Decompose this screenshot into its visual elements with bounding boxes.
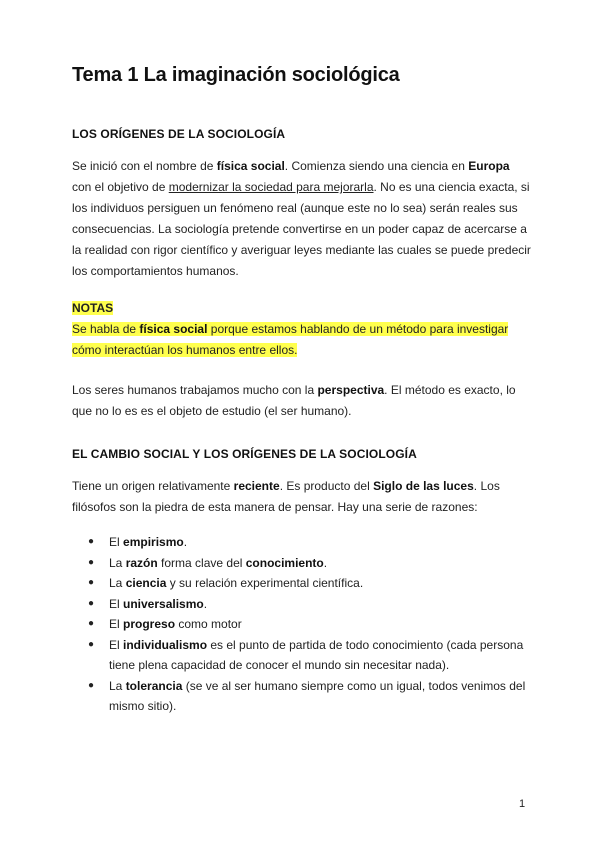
bullet-icon: ●	[88, 556, 95, 568]
bullet-icon: ●	[88, 679, 95, 691]
notes-line-2: cómo interactúan los humanos entre ellos.	[72, 343, 298, 357]
underlined-phrase: modernizar la sociedad para mejorarla	[168, 180, 374, 194]
bold-europa: Europa	[468, 159, 510, 173]
notes-block	[72, 298, 532, 361]
notes-title: NOTAS	[72, 301, 114, 315]
paragraph-origenes: Se inició con el nombre de física social. Comienza siendo una ciencia en Europa con el objetivo de modernizar la sociedad para mejorarla. No es una ciencia exacta, si los individuos persiguen un fenómeno real (aunque este no lo sea) serán reales sus consecuencias. La sociología pretende convertirse en un poder capaz de acercarse a la realidad con rigor científico y averiguar leyes mediante las cuales se puede predecir los comportamientos humanos.	[72, 159, 531, 278]
page-content	[72, 64, 532, 717]
bullet-icon: ●	[88, 577, 95, 588]
list-item: ● La ciencia y su relación experimental científica.	[72, 573, 532, 594]
section-heading-cambio-social: EL CAMBIO SOCIAL Y LOS ORÍGENES DE LA SOCIOLOGÍA	[72, 447, 417, 461]
bold-perspectiva: perspectiva	[317, 383, 385, 397]
list-item: ● El universalismo.	[72, 594, 532, 615]
bold-siglo-luces: Siglo de las luces	[373, 479, 474, 493]
list-item: ● La tolerancia (se ve al ser humano siempre como un igual, todos venimos del mismo sitio).	[72, 676, 532, 717]
bullet-icon: ●	[88, 536, 95, 547]
bold-fisica-social: física social	[216, 159, 285, 173]
page-title: Tema 1 La imaginación sociológica	[72, 64, 400, 86]
notes-line-1: Se habla de física social porque estamos hablando de un método para investigar	[72, 322, 509, 336]
section-heading-origenes: LOS ORÍGENES DE LA SOCIOLOGÍA	[72, 127, 286, 141]
list-item: ● El individualismo es el punto de partida de todo conocimiento (cada persona tiene plena capacidad de conocer el mundo sin necesitar nada).	[72, 635, 532, 676]
paragraph-perspectiva: Los seres humanos trabajamos mucho con la perspectiva. El método es exacto, lo que no lo es es el objeto de estudio (el ser humano).	[72, 383, 516, 418]
list-item: ● El empirismo.	[72, 532, 532, 553]
page-number: 1	[519, 798, 526, 810]
bullet-icon: ●	[88, 597, 95, 609]
bold-reciente: reciente	[233, 479, 280, 493]
paragraph-cambio-social: Tiene un origen relativamente reciente. Es producto del Siglo de las luces. Los filósofos son la piedra de esta manera de pensar. Hay una serie de razones:	[72, 479, 500, 514]
list-item: ● El progreso como motor	[72, 614, 532, 635]
list-item: ● La razón forma clave del conocimiento.	[72, 553, 532, 574]
bullet-icon: ●	[88, 638, 95, 650]
bullet-icon: ●	[88, 618, 95, 629]
reasons-list	[72, 532, 532, 717]
